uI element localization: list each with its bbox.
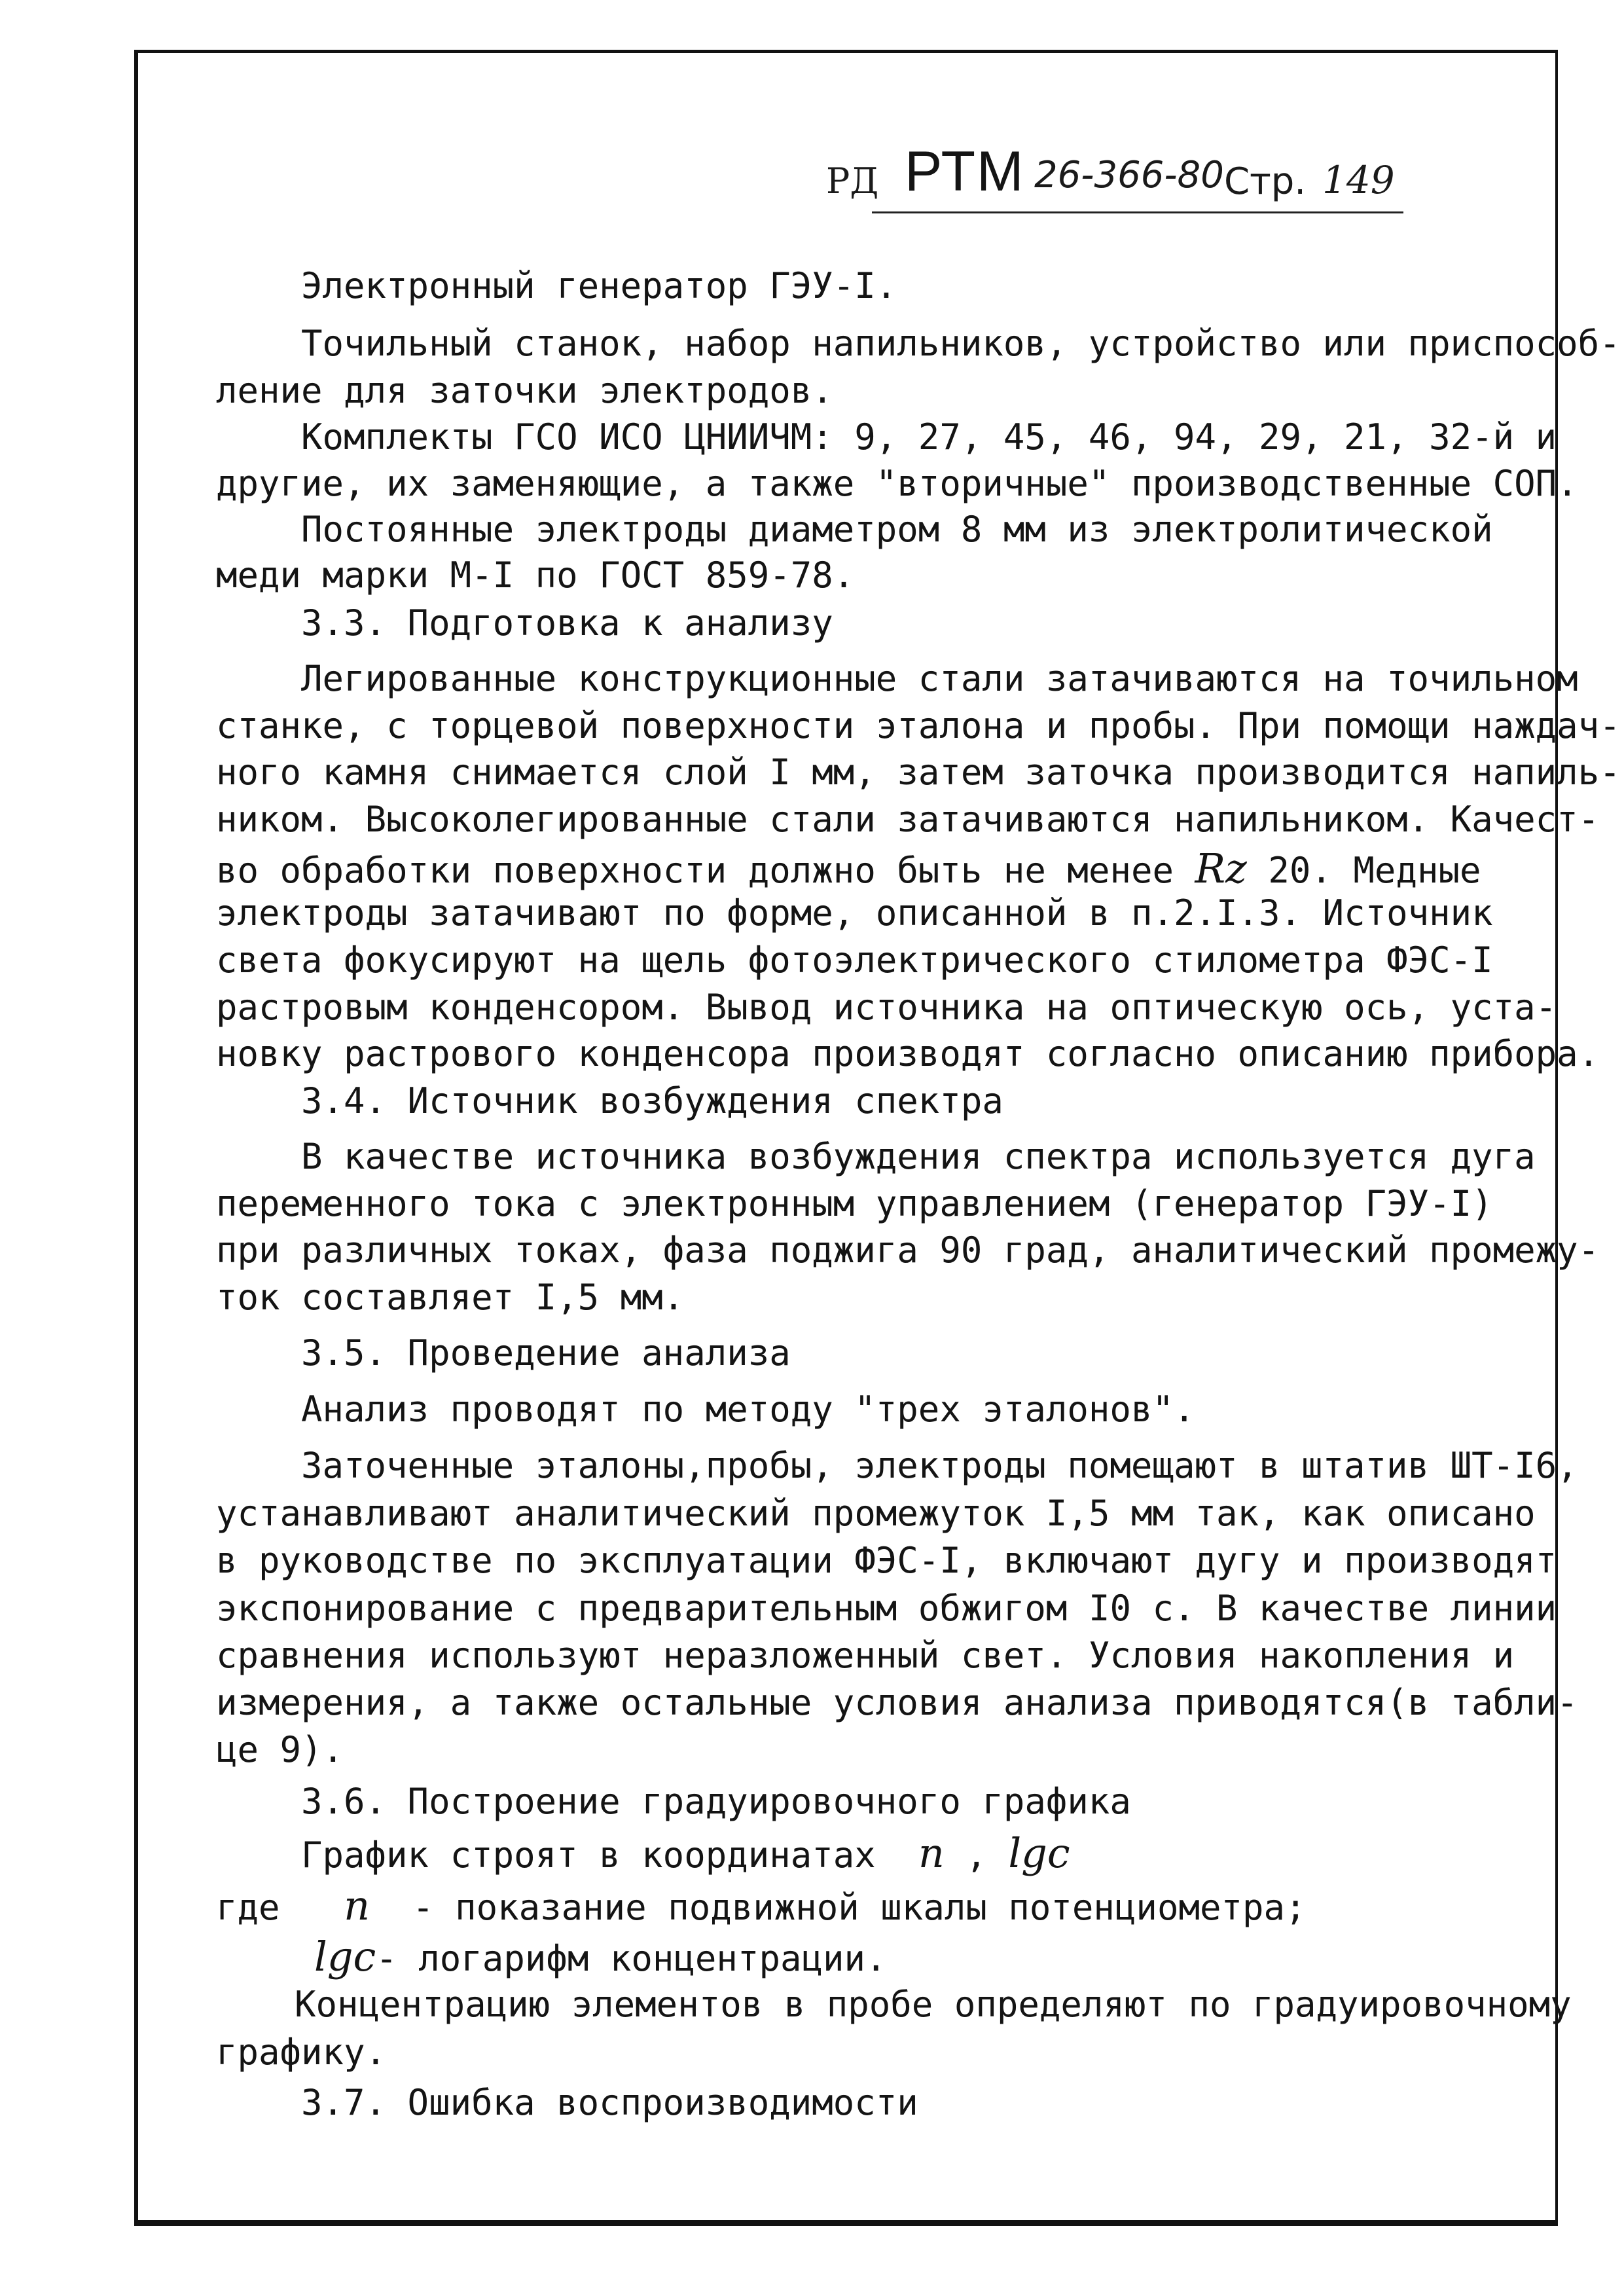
text-line: Анализ проводят по методу "трех эталонов". [301, 1389, 1195, 1430]
text-segment: - показание подвижной шкалы потенциометра; [412, 1887, 1307, 1928]
coordinate-separator: , [965, 1834, 987, 1876]
header-page-number: 149 [1322, 158, 1395, 202]
symbol-n: n [344, 1882, 370, 1929]
section-heading: 3.5. Проведение анализа [301, 1332, 791, 1374]
text-line: Постоянные электроды диаметром 8 мм из электролитической [301, 509, 1493, 550]
coordinate-n: n [918, 1829, 945, 1877]
text-line: Электронный генератор ГЭУ-I. [301, 265, 897, 306]
text-line: Легированные конструкционные стали затачиваются на точильном [301, 658, 1578, 699]
text-line: при различных токах, фаза поджига 90 град, аналитический промежу- [216, 1230, 1600, 1271]
text-segment: 20. Медные [1268, 850, 1481, 891]
text-line: ником. Высоколегированные стали затачиваются напильником. Качест- [216, 799, 1600, 840]
section-heading: 3.4. Источник возбуждения спектра [301, 1080, 1003, 1121]
text-line [314, 1933, 887, 1980]
header-document-number: 26-366-80 [1034, 154, 1224, 196]
text-line: растровым конденсором. Вывод источника на оптическую ось, уста- [216, 987, 1557, 1028]
text-line: сравнения используют неразложенный свет. Условия накопления и [216, 1635, 1515, 1676]
text-line: В качестве источника возбуждения спектра используется дуга [301, 1136, 1536, 1177]
text-line: ление для заточки электродов. [216, 370, 833, 411]
text-line [216, 845, 1481, 892]
text-line: Точильный станок, набор напильников, устройство или приспособ- [301, 323, 1621, 364]
text-line: новку растрового конденсора производят согласно описанию прибора. [216, 1033, 1600, 1074]
text-line: измерения, а также остальные условия анализа приводятся(в табли- [216, 1682, 1578, 1723]
header-rtm: РТМ [905, 140, 1025, 203]
header-underline [872, 211, 1403, 213]
text-segment: во обработки поверхности должно быть не менее [216, 850, 1174, 891]
text-line: ток составляет I,5 мм. [216, 1277, 685, 1318]
header-page-label: Стр. [1224, 160, 1307, 203]
section-heading: 3.6. Построение градуировочного графика [301, 1781, 1131, 1822]
text-line [216, 1882, 1307, 1929]
text-line: Комплекты ГСО ИСО ЦНИИЧМ: 9, 27, 45, 46, 94, 29, 21, 32-й и [301, 416, 1557, 458]
text-segment: где [216, 1887, 280, 1928]
text-line: ного камня снимается слой I мм, затем заточка производится напиль- [216, 752, 1621, 793]
section-heading: 3.7. Ошибка воспроизводимости [301, 2082, 918, 2123]
coordinate-lgc: lgc [1008, 1829, 1070, 1877]
text-line: переменного тока с электронным управлением (генератор ГЭУ-I) [216, 1183, 1493, 1224]
text-line: другие, их заменяющие, а также "вторичные" производственные СОП. [216, 463, 1578, 504]
roughness-symbol: Rz [1195, 845, 1247, 892]
text-line: Концентрацию элементов в пробе определяют по градуировочному [295, 1984, 1572, 2025]
text-line: меди марки М-I по ГОСТ 859-78. [216, 555, 855, 596]
text-line: це 9). [216, 1729, 344, 1770]
header-rd: РД [826, 160, 879, 202]
text-line: в руководстве по эксплуатации ФЭС-I, включают дугу и производят [216, 1540, 1557, 1581]
text-line [301, 1829, 1070, 1877]
text-line: экспонирование с предварительным обжигом I0 с. В качестве линии [216, 1588, 1557, 1629]
text-segment: - логарифм концентрации. [376, 1938, 887, 1979]
text-line: устанавливают аналитический промежуток I,5 мм так, как описано [216, 1493, 1536, 1534]
text-line: электроды затачивают по форме, описанной в п.2.I.3. Источник [216, 892, 1493, 934]
document-header [826, 134, 1415, 219]
section-heading: 3.3. Подготовка к анализу [301, 602, 833, 644]
text-line: станке, с торцевой поверхности эталона и пробы. При помощи наждач- [216, 705, 1621, 746]
text-line: Заточенные эталоны,пробы, электроды помещают в штатив ШТ-I6, [301, 1445, 1578, 1486]
text-line: графику. [216, 2032, 387, 2073]
text-segment: График строят в координатах [301, 1834, 876, 1876]
symbol-lgc: lgc [314, 1933, 376, 1980]
text-line: света фокусируют на щель фотоэлектрического стилометра ФЭС-I [216, 939, 1493, 981]
